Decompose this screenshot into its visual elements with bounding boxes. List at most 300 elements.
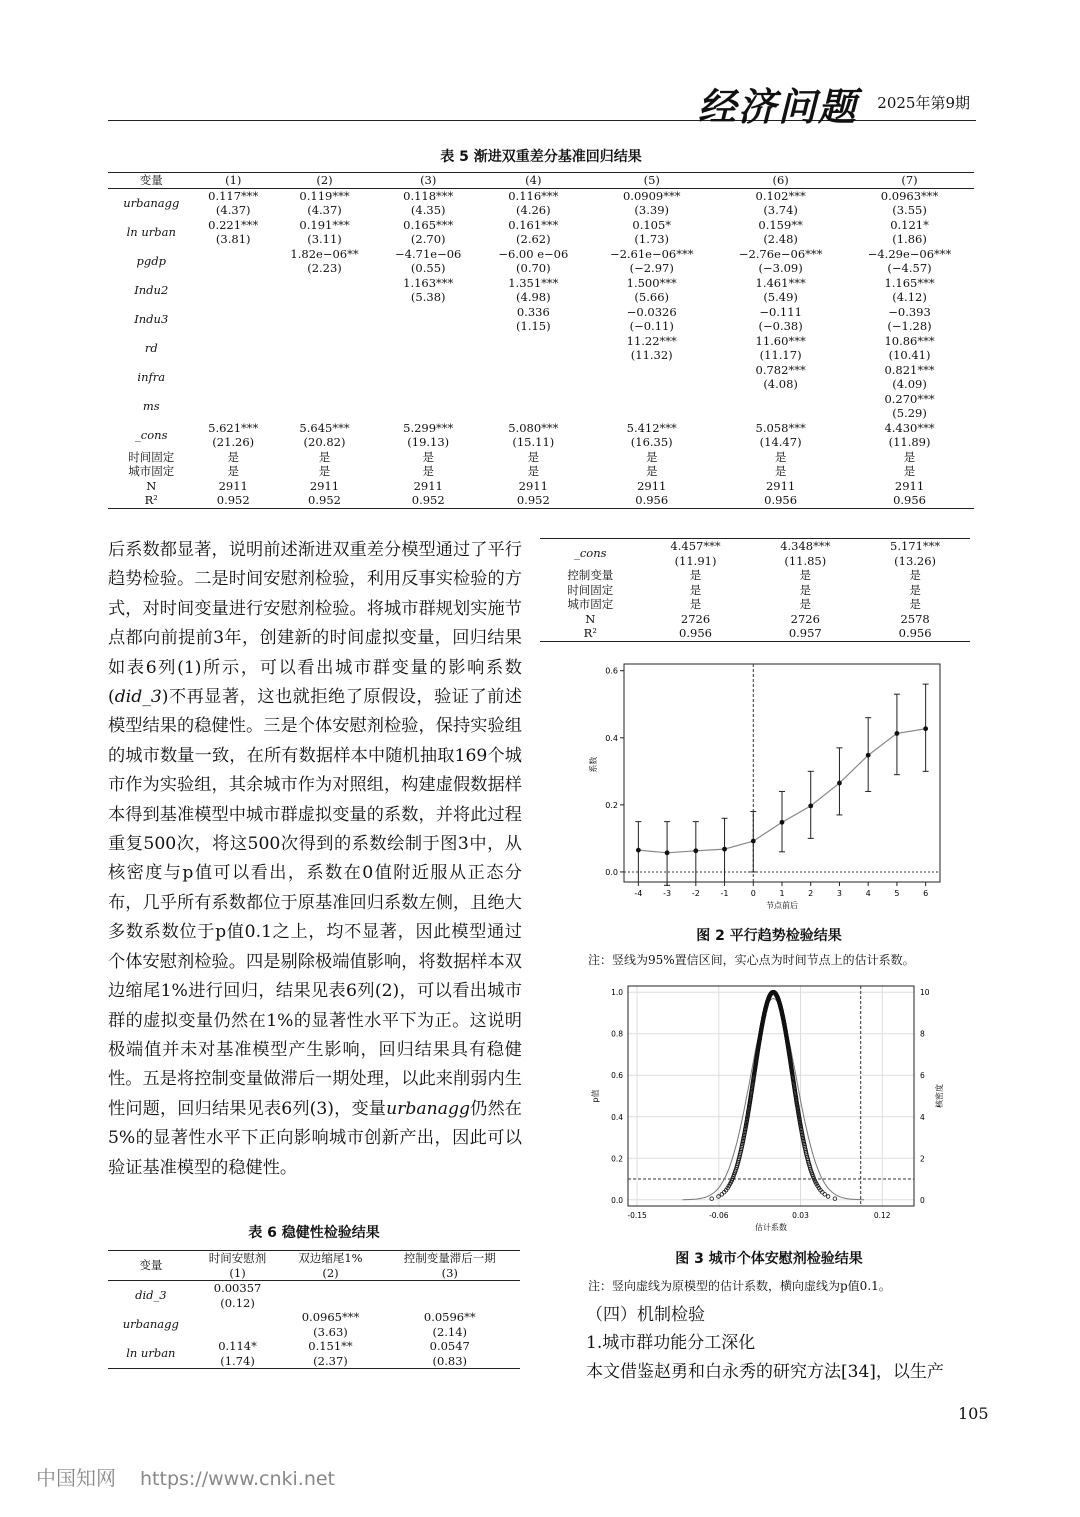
table6c-simple-row	[540, 568, 970, 583]
x-tick-label: 6	[923, 889, 929, 898]
table6c-simple-cell: 0.956	[898, 626, 932, 640]
table5-coef-cell: 0.116***	[508, 188, 559, 203]
table5-coef-cell: 1.165***	[884, 275, 935, 290]
table5-t-cell	[479, 348, 587, 363]
table6c-coef-cell: 4.348***	[780, 539, 831, 553]
kernel-density-curve	[683, 999, 865, 1200]
fig2-note: 注：竖线为95%置信区间，实心点为时间节点上的估计系数。	[588, 953, 915, 967]
table6-col-header: 变量	[108, 1251, 194, 1281]
table5-coef-cell	[195, 334, 272, 349]
table5-coef-cell	[195, 392, 272, 407]
table5-col-header: (1)	[195, 173, 272, 189]
table6c-simple-cell: 是	[689, 582, 702, 597]
table5-simple-cell: 是	[318, 464, 331, 478]
coefficient-point	[693, 848, 698, 853]
table5-t-cell: (2.48)	[763, 232, 798, 246]
table5-coef-cell: 5.645***	[299, 420, 350, 435]
table5-var-name: ms	[142, 398, 160, 413]
table6-coef-cell: 0.151**	[308, 1339, 353, 1353]
table5-coef-cell	[377, 334, 479, 349]
table5-simple-var-name: 城市固定	[128, 464, 175, 478]
table5-coef-cell: 0.102***	[755, 188, 806, 203]
plot-frame	[628, 986, 914, 1206]
table6-coef-cell	[380, 1281, 520, 1296]
table6-coef-cell: 0.114*	[218, 1339, 257, 1353]
table5-t-row	[108, 319, 974, 334]
table5-coef-cell: 10.86***	[884, 333, 935, 348]
table5-t-cell: (5.49)	[763, 290, 798, 304]
x-tick-label: -2	[691, 889, 700, 898]
p-value-point	[823, 1193, 827, 1197]
table6c-simple-cell: 是	[799, 568, 812, 582]
table5-simple-cell: 0.956	[635, 493, 669, 507]
table5-t-cell: (2.23)	[307, 261, 342, 275]
table5-simple-row	[108, 493, 974, 508]
table5-var-name: _cons	[135, 427, 168, 442]
y2-tick-label: 10	[920, 988, 930, 998]
table6-col-header: 时间安慰剂	[208, 1251, 267, 1265]
table5-t-cell: (1.73)	[634, 232, 670, 246]
table5-coef-cell	[479, 392, 587, 407]
table6c-simple-cell: 0.957	[788, 626, 822, 640]
x-tick-label: 0.03	[792, 1211, 809, 1220]
y-tick-label: 0.0	[605, 867, 618, 877]
table5-t-cell	[195, 348, 272, 363]
coefficient-point	[665, 850, 670, 855]
table5-var-name: urbanagg	[123, 195, 180, 210]
table6-t-cell: (2.14)	[432, 1324, 468, 1339]
body-text	[108, 536, 522, 1183]
table5-t-row	[108, 203, 974, 218]
table5-coef-cell: 5.299***	[403, 420, 454, 435]
coefficient-point	[866, 753, 871, 758]
table6-header-row	[108, 1251, 520, 1266]
table5-coef-cell: 11.22***	[626, 333, 677, 348]
journal-header	[108, 72, 976, 129]
table6-coef-row	[108, 1310, 520, 1325]
table5-t-cell: (−2.97)	[629, 261, 674, 275]
table6-coef-cell: 0.0596**	[423, 1310, 476, 1324]
table5-simple-cell: 是	[422, 449, 434, 464]
table5-coef-cell: −0.0326	[626, 304, 677, 319]
table5-coef-cell: 0.221***	[208, 217, 259, 232]
table5-coef-cell: 0.0909***	[622, 188, 681, 203]
coefficient-point	[923, 726, 928, 731]
table5-simple-cell: 2911	[218, 478, 248, 493]
coefficient-point	[751, 839, 756, 844]
table5-t-cell: (−0.38)	[758, 319, 803, 333]
table5-coef-cell	[377, 392, 479, 407]
coefficient-point	[837, 781, 842, 786]
table6-col-number: (3)	[380, 1266, 520, 1281]
table5-t-cell	[272, 406, 377, 421]
table5-t-cell: (4.12)	[892, 290, 927, 304]
table5-simple-cell: 2911	[518, 478, 548, 493]
table5-t-cell	[377, 319, 479, 334]
table5-t-cell: (14.47)	[759, 435, 802, 449]
x-tick-label: -4	[634, 889, 643, 898]
table6c-simple-cell: 是	[799, 597, 812, 611]
x-tick-label: 3	[836, 889, 843, 898]
table5-t-cell	[195, 290, 272, 305]
table5-coef-cell: 0.336	[516, 304, 550, 319]
table6-t-cell	[281, 1296, 379, 1311]
table5-coef-row	[108, 363, 974, 378]
table5-simple-cell: 是	[903, 449, 916, 464]
table6-t-cell: (3.63)	[313, 1324, 348, 1339]
table5-t-cell	[479, 377, 587, 392]
table5-simple-row	[108, 479, 974, 494]
table5-coef-cell: −4.71e−06	[395, 246, 462, 261]
table5-coef-cell	[195, 363, 272, 378]
x-tick-label: 1	[779, 889, 785, 898]
table5-coef-cell	[377, 363, 479, 378]
table5-coef-cell: −4.29e−06***	[867, 246, 952, 261]
page-number: 105	[958, 1404, 989, 1423]
fig2-caption: 图 2 平行趋势检验结果	[696, 928, 842, 944]
table6-t-cell: (2.37)	[313, 1353, 348, 1368]
table6c-simple-cell: 2578	[900, 611, 930, 626]
table6c-simple-var-name: 城市固定	[567, 597, 614, 611]
table5-coef-row	[108, 334, 974, 349]
table6-t-cell	[380, 1296, 520, 1311]
table5-t-row	[108, 261, 974, 276]
parallel-trend-chart	[584, 658, 954, 918]
table5-coef-row	[108, 305, 974, 320]
table5-t-cell: (11.89)	[888, 435, 931, 449]
table5-simple-cell: 是	[645, 464, 658, 478]
table5-simple-cell: 2911	[765, 478, 796, 493]
table5-t-cell: (−0.11)	[629, 319, 674, 333]
table5-t-cell	[716, 406, 845, 421]
table6-col-number: (1)	[194, 1266, 282, 1281]
table6c-simple-cell: 2726	[790, 611, 820, 626]
table6c-simple-cell: 是	[799, 582, 812, 597]
y-tick-label: 0.2	[611, 1154, 623, 1164]
table5-coef-cell: −2.76e−06***	[738, 246, 823, 261]
table6c-simple-row	[540, 612, 970, 627]
table5-simple-cell: 0.956	[893, 493, 926, 507]
table5-coef-cell: −0.393	[888, 304, 931, 319]
journal-name: 经济问题	[697, 84, 858, 129]
table5-t-cell: (4.35)	[410, 203, 446, 217]
table5-coef-row	[108, 276, 974, 291]
y-tick-label: 1.0	[611, 988, 623, 998]
section-text: 本文借鉴赵勇和白永秀的研究方法[34]，以生产	[586, 1362, 944, 1382]
table5-coef-cell: 1.82e−06**	[290, 246, 359, 261]
table5-t-cell: (21.26)	[212, 435, 255, 449]
x-tick-label: -3	[663, 889, 672, 898]
table6c-simple-cell: 是	[909, 597, 921, 611]
body-text-italic: urbanagg	[386, 1098, 470, 1119]
table5-coef-cell: 0.105*	[632, 217, 672, 232]
table5-coef-row	[108, 392, 974, 407]
table6-coef-cell: 0.0547	[429, 1339, 470, 1353]
table5-t-cell	[377, 377, 479, 392]
table5-t-cell: (4.09)	[892, 377, 927, 391]
y2-tick-label: 0	[920, 1195, 925, 1205]
table5-coef-cell	[272, 334, 377, 349]
table5-coef-cell: 0.121*	[890, 217, 929, 232]
placebo-test-chart	[584, 980, 954, 1236]
coefficient-point	[895, 731, 900, 736]
table5-header-row	[108, 173, 974, 189]
y-tick-label: 0.4	[605, 733, 618, 743]
table5-t-cell	[195, 377, 272, 392]
table5-t-cell: (3.11)	[307, 232, 342, 246]
table5-simple-cell: 是	[645, 449, 658, 464]
table5-coef-cell	[195, 276, 272, 291]
table5-col-header: (4)	[479, 173, 587, 189]
table5-t-row	[108, 435, 974, 450]
table6c-simple-var-name: R²	[583, 626, 597, 640]
table6-coef-row	[108, 1281, 520, 1296]
table5-t-cell: (4.98)	[516, 290, 551, 304]
table5-t-cell: (16.35)	[630, 435, 673, 449]
table6c-simple-cell: 是	[909, 568, 921, 582]
y-tick-label: 0.6	[611, 1071, 623, 1081]
table6-t-cell	[194, 1325, 282, 1340]
table5-simple-cell: 0.952	[308, 493, 341, 507]
table5-t-cell	[272, 290, 377, 305]
y2-tick-label: 4	[920, 1112, 925, 1122]
table6c-simple-row	[540, 626, 970, 641]
table6-col-header: 双边缩尾1%	[298, 1251, 363, 1265]
body-text-part: 后系数都显著，说明前述渐进双重差分模型通过了平行趋势检验。二是时间安慰剂检验，利用反事实检验的方式，对时间变量进行安慰剂检验。将城市群规划实施节点都向前提前3年，创建新的时间虚拟变量，回归结果如表6列(1)所示，可以看出城市群变量的影响系数(	[108, 540, 522, 708]
table5-coef-cell	[195, 247, 272, 262]
coefficient-point	[808, 803, 813, 808]
table5-simple-cell: 是	[527, 449, 540, 464]
table6-coef-cell	[281, 1281, 379, 1296]
site-url: https://www.cnki.net	[140, 1468, 336, 1490]
table6	[108, 1250, 520, 1369]
table6-var-name: did_3	[135, 1288, 167, 1303]
table5-simple-cell: 0.952	[411, 493, 445, 507]
table5-t-cell: (3.55)	[892, 203, 927, 217]
table5-t-cell: (−1.28)	[887, 319, 932, 333]
table6-col-number: (2)	[281, 1266, 379, 1281]
table6c-simple-var-name: 控制变量	[567, 568, 614, 582]
table5-t-cell: (3.81)	[215, 232, 251, 246]
coefficient-point	[636, 848, 641, 853]
y-tick-label: 0.2	[605, 800, 618, 810]
x-tick-label: 4	[865, 889, 871, 898]
table5-coef-cell: 1.351***	[508, 275, 559, 290]
table5-coef-cell	[272, 276, 377, 291]
table5-t-cell: (4.26)	[516, 203, 551, 217]
table5-coef-cell: 1.500***	[626, 275, 677, 290]
table5-simple-cell: 是	[318, 449, 331, 464]
x-tick-label: -1	[720, 889, 729, 898]
table6-continued	[540, 538, 970, 642]
table5-t-cell	[195, 261, 272, 276]
table5-coef-cell	[272, 392, 377, 407]
table5-simple-cell: 是	[903, 464, 916, 478]
table5-t-cell	[272, 348, 377, 363]
table5-t-cell	[479, 406, 587, 421]
table5-col-header: (7)	[845, 173, 974, 189]
table5-coef-cell: 5.058***	[755, 420, 806, 435]
table5-t-cell	[377, 406, 479, 421]
table5-t-cell: (−4.57)	[887, 261, 932, 275]
table6-t-cell: (1.74)	[220, 1353, 255, 1368]
table6c-simple-cell: 是	[689, 568, 702, 582]
table6-t-cell: (0.83)	[432, 1353, 468, 1368]
table6-var-name: urbanagg	[122, 1317, 179, 1332]
table6-t-cell: (0.12)	[220, 1295, 255, 1310]
table5-t-cell: (5.38)	[410, 290, 446, 304]
table6c-coef-cell: 4.457***	[670, 539, 721, 553]
fig3-caption: 图 3 城市个体安慰剂检验结果	[675, 1251, 863, 1267]
table5-simple-cell: 是	[774, 449, 787, 464]
table6-coef-cell: 0.0965***	[301, 1310, 360, 1324]
table5-simple-cell: 0.952	[216, 493, 250, 507]
site-name: 中国知网	[36, 1466, 116, 1490]
x-axis-label: 估计系数	[755, 1223, 787, 1232]
table6-caption: 表 6 稳健性检验结果	[248, 1225, 380, 1241]
table5-t-row	[108, 348, 974, 363]
table5-simple-var-name: R²	[144, 493, 158, 507]
table5-t-cell: (11.17)	[759, 348, 802, 362]
table5-simple-cell: 是	[227, 464, 239, 478]
table6-coef-row	[108, 1339, 520, 1354]
y-tick-label: 0.6	[605, 666, 618, 676]
table5-t-cell	[272, 319, 377, 334]
subsection-heading: 1.城市群功能分工深化	[586, 1333, 756, 1353]
x-tick-label: 2	[808, 889, 814, 898]
table5-coef-cell: 0.191***	[299, 217, 350, 232]
table5-coef-cell: 0.165***	[403, 217, 454, 232]
y2-tick-label: 6	[920, 1071, 925, 1081]
table5-t-cell: (2.62)	[516, 232, 551, 246]
table5-t-cell: (5.29)	[892, 406, 927, 420]
table5-t-cell: (4.37)	[215, 203, 251, 217]
table5-t-cell: (20.82)	[303, 435, 346, 449]
table5-t-cell: (10.41)	[888, 348, 931, 362]
table5-coef-cell	[479, 363, 587, 378]
table5-coef-cell: 5.621***	[208, 420, 259, 435]
table5-var-name: ln urban	[126, 224, 176, 239]
table5-simple-cell: 是	[227, 449, 239, 464]
x-tick-label: -0.15	[627, 1211, 647, 1220]
table5-t-cell: (15.11)	[512, 435, 555, 449]
x-tick-label: 0.12	[873, 1211, 891, 1220]
table6c-simple-var-name: 时间固定	[567, 582, 614, 597]
table5-coef-row	[108, 188, 974, 203]
table5-coef-cell: 0.821***	[884, 362, 935, 377]
y-tick-label: 0.0	[611, 1195, 623, 1205]
table5-coef-cell: −0.111	[759, 304, 802, 319]
table5-coef-cell	[195, 305, 272, 320]
table5-t-cell	[272, 377, 377, 392]
journal-issue: 2025年第9期	[877, 94, 970, 112]
table5-t-row	[108, 290, 974, 305]
table5-col-header: (6)	[716, 173, 845, 189]
table5-var-name: rd	[144, 340, 158, 355]
table5-simple-cell: 是	[527, 464, 540, 478]
body-text-part: 仍然在5%的显著性水平下正向影响城市创新产出，因此可以验证基准模型的稳健性。	[108, 1098, 522, 1178]
table5-t-cell: (2.70)	[410, 232, 446, 246]
y2-axis-label: 核密度	[935, 1084, 944, 1108]
watermark	[36, 1462, 335, 1491]
table6c-simple-row	[540, 583, 970, 598]
table5-t-cell: (3.74)	[763, 203, 798, 217]
table5-t-cell: (1.86)	[892, 232, 927, 246]
p-value-point	[826, 1195, 830, 1199]
table6c-coef-row	[540, 539, 970, 554]
table6-col-header: 控制变量滞后一期	[403, 1251, 496, 1265]
table6c-simple-cell: 2726	[680, 611, 711, 626]
table5-coef-cell: 0.161***	[508, 217, 559, 232]
table6c-simple-cell: 0.956	[679, 626, 712, 640]
table5-t-cell	[587, 377, 716, 392]
table5-t-row	[108, 232, 974, 247]
table5-caption: 表 5 渐进双重差分基准回归结果	[440, 149, 642, 165]
table6-var-name: ln urban	[126, 1346, 176, 1361]
table5-t-cell: (4.37)	[307, 203, 342, 217]
table6c-t-cell: (11.85)	[784, 553, 827, 568]
body-text-italic: did_3	[114, 687, 162, 708]
y-tick-label: 0.8	[611, 1029, 623, 1039]
table5-coef-cell: 11.60***	[755, 333, 806, 348]
table5-coef-cell: 1.461***	[755, 275, 806, 290]
section-heading: （四）机制检验	[586, 1305, 705, 1325]
table5-coef-cell: −6.00 e−06	[498, 246, 569, 261]
table5-coef-cell	[716, 392, 845, 407]
y2-tick-label: 8	[920, 1029, 925, 1039]
table5-t-cell	[377, 348, 479, 363]
table5-simple-cell: 0.956	[764, 493, 798, 507]
table5-simple-row	[108, 450, 974, 465]
table6c-simple-cell: 是	[909, 582, 921, 597]
table6c-coef-cell: 5.171***	[890, 539, 941, 553]
table5-col-header: (2)	[272, 173, 377, 189]
table5-coef-cell: 0.118***	[403, 188, 454, 203]
table5-t-row	[108, 406, 974, 421]
table5-t-cell: (1.15)	[516, 319, 551, 333]
table5-simple-cell: 是	[774, 464, 787, 478]
y2-tick-label: 2	[920, 1154, 925, 1164]
table5-simple-cell: 2911	[894, 478, 925, 493]
table5-col-header: 变量	[108, 173, 195, 189]
coefficient-point	[780, 820, 785, 825]
table5-var-name: Indu2	[134, 282, 169, 297]
table5-coef-row	[108, 247, 974, 262]
table6-coef-cell: 0.00357	[213, 1281, 262, 1295]
x-tick-label: 0	[750, 889, 756, 898]
table5-coef-cell: 0.0963***	[880, 188, 939, 203]
table6c-simple-cell: 是	[689, 597, 702, 611]
table5-coef-cell: 0.117***	[208, 188, 259, 203]
x-tick-label: 5	[894, 889, 900, 898]
y-tick-label: 0.4	[611, 1112, 623, 1122]
table5-t-row	[108, 377, 974, 392]
table5-coef-cell	[479, 334, 587, 349]
x-axis-label: 节点前后	[766, 901, 798, 910]
table5-coef-cell	[272, 363, 377, 378]
table5-simple-cell: 是	[422, 464, 434, 478]
table5-coef-row	[108, 218, 974, 233]
table5-simple-var-name: N	[146, 478, 157, 493]
x-tick-label: -0.06	[709, 1211, 729, 1220]
table5-t-cell: (0.55)	[410, 261, 446, 275]
table5-coef-cell	[587, 392, 716, 407]
table5-col-header: (3)	[377, 173, 479, 189]
table5-t-cell: (3.39)	[634, 203, 670, 217]
table5-coef-cell: 0.782***	[755, 362, 806, 377]
table5-coef-cell	[272, 305, 377, 320]
table5-t-cell: (5.66)	[634, 290, 670, 304]
